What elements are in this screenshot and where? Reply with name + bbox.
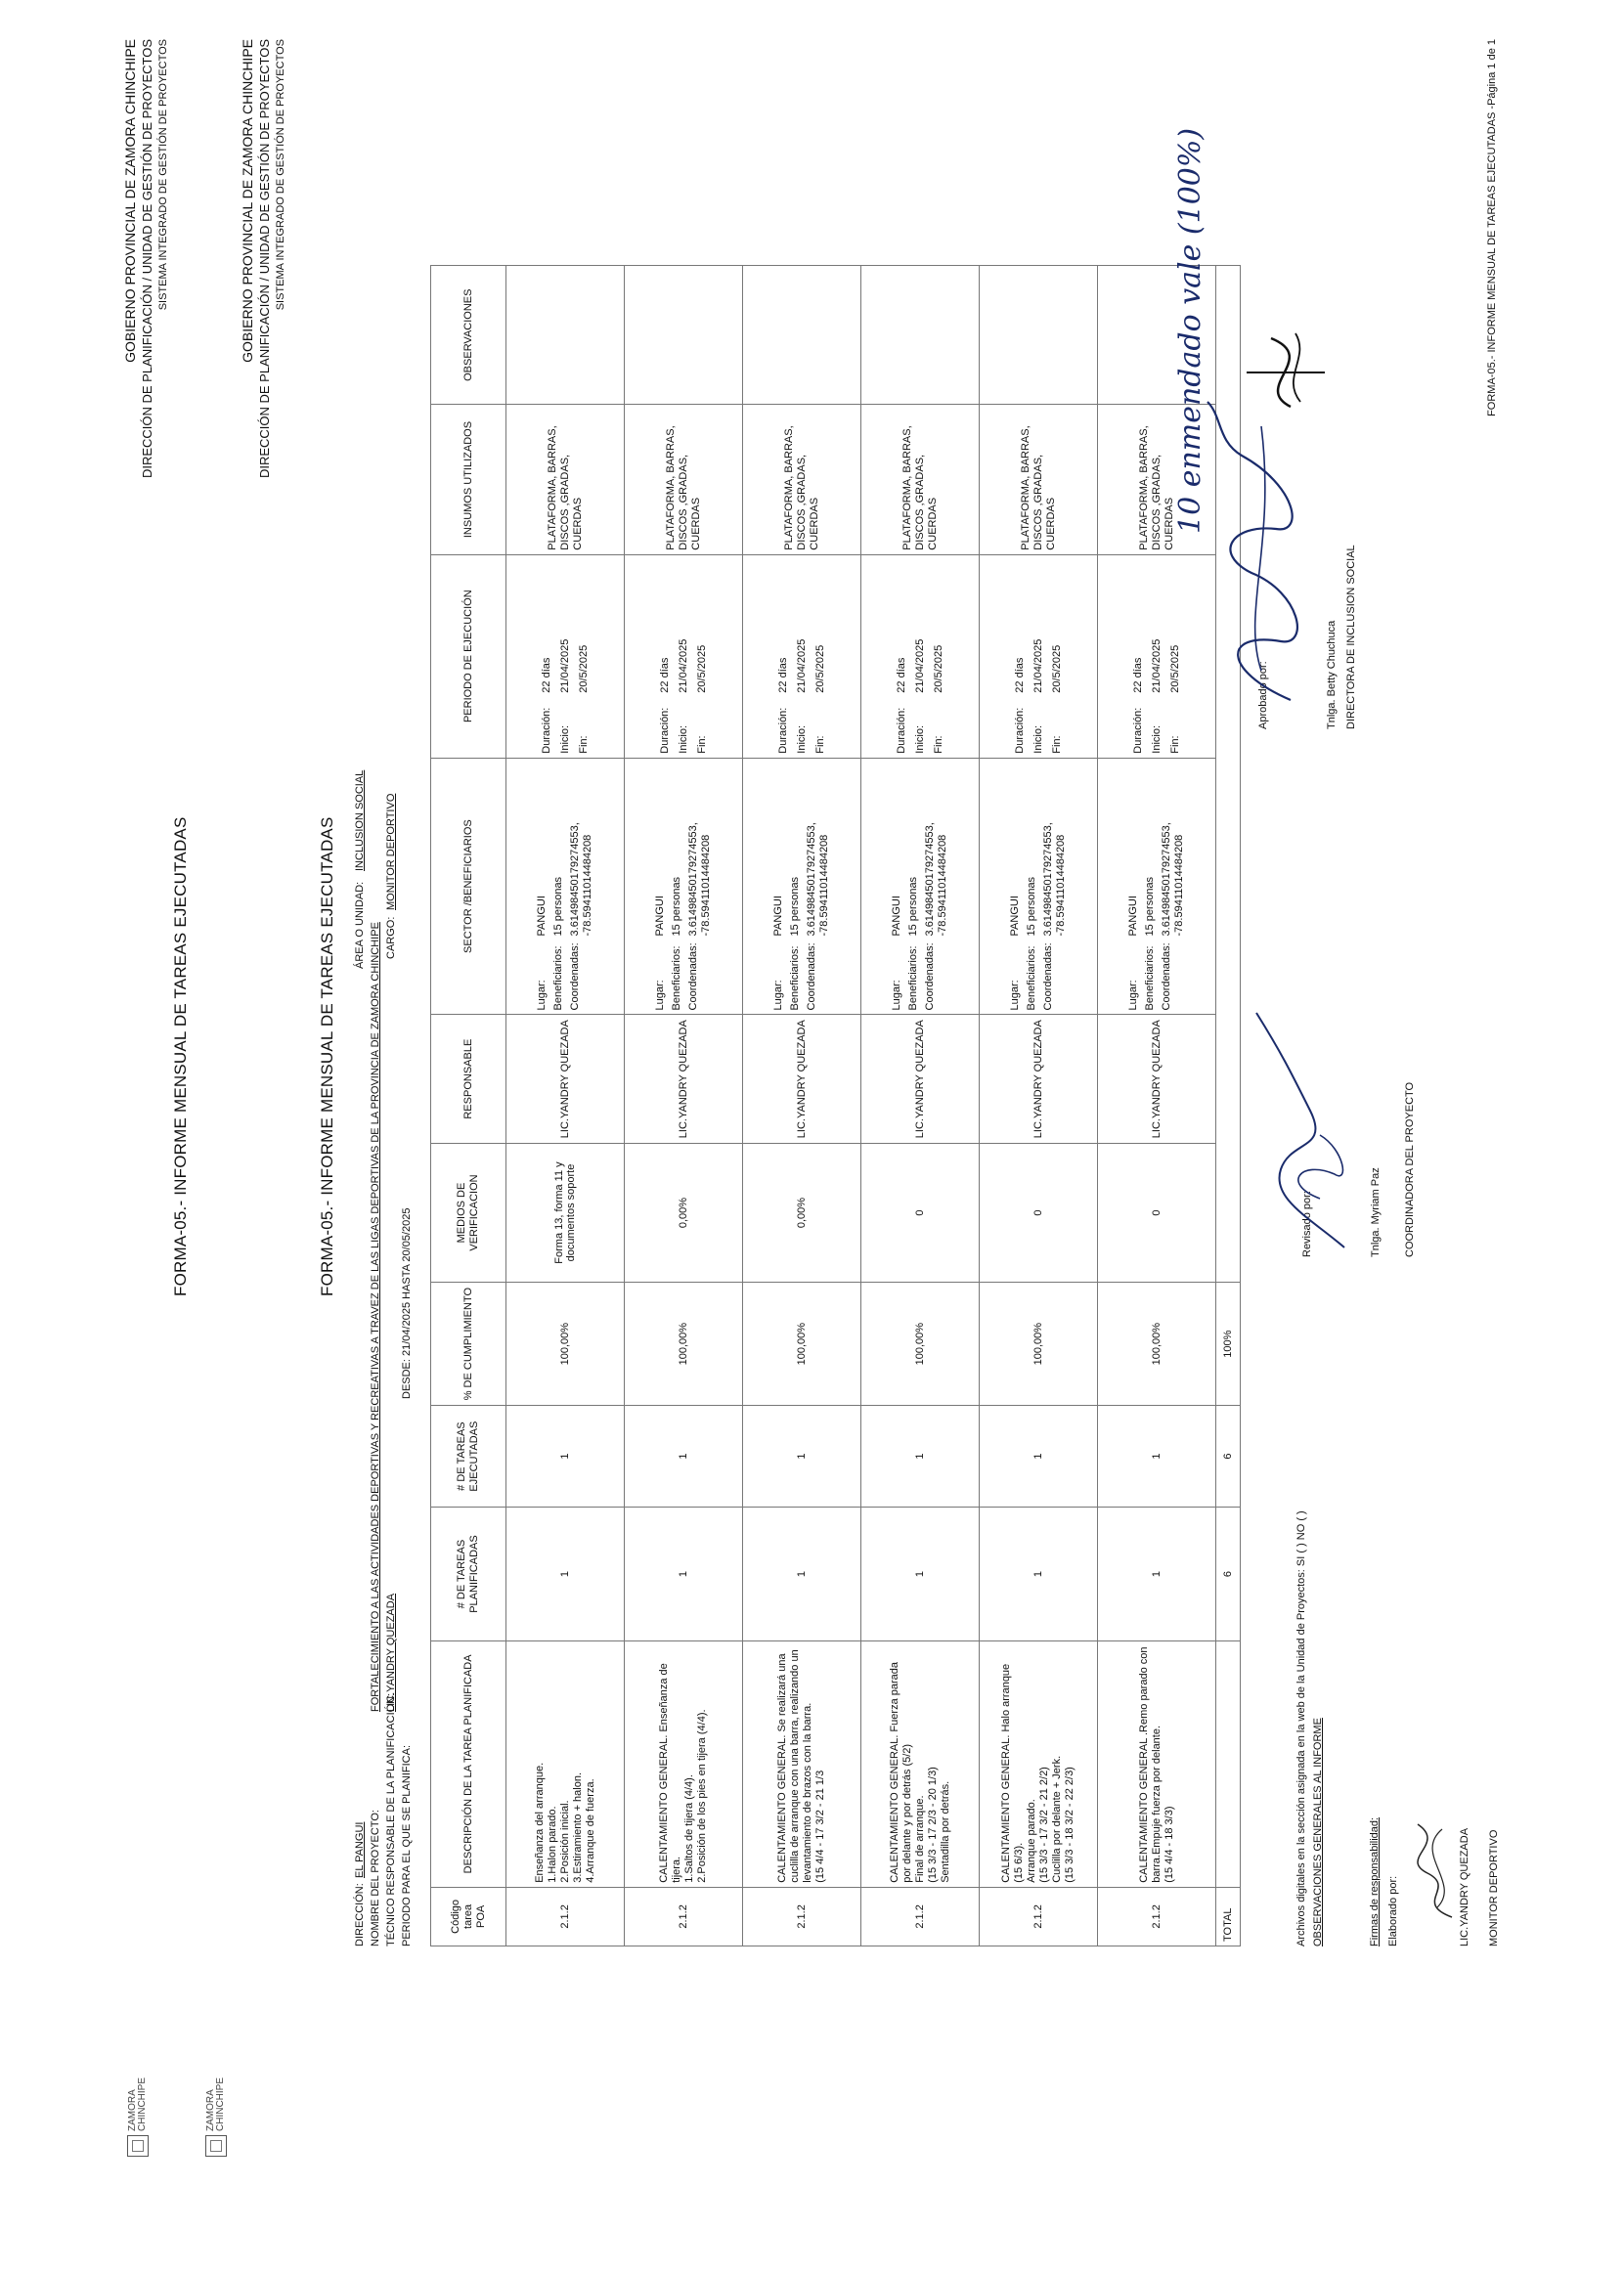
fin-value: 20/5/2025 (577, 644, 590, 693)
task-period (1098, 554, 1216, 758)
revisado-role: COORDINADORA DEL PROYECTO (1404, 1081, 1416, 1257)
task-observations (861, 266, 980, 405)
tasks-planned: 1 (506, 1508, 625, 1641)
inicio-value: 21/04/2025 (1150, 638, 1163, 693)
task-period (625, 554, 743, 758)
logo-line1: ZAMORA (127, 2089, 138, 2131)
inicio-value: 21/04/2025 (1031, 638, 1044, 693)
form-title-top: FORMA-05.- INFORME MENSUAL DE TAREAS EJECUTADAS (171, 816, 190, 1296)
logo-line1: ZAMORA (205, 2089, 216, 2131)
duracion-label: Duración: (1131, 707, 1144, 754)
duracion-value: 22 días (895, 657, 907, 693)
table-row (980, 266, 1098, 1946)
coordenadas-value: 3.61498450179274553, -78.59411014484208 (687, 822, 712, 937)
archivos-note: Archivos digitales en la sección asignada en la web de la Unidad de Proyectos: SI ( ) NO ( ) (1295, 1510, 1307, 1946)
logo-top (127, 2077, 149, 2157)
proyecto-label: NOMBRE DEL PROYECTO: (370, 1810, 381, 1946)
fin-label: Fin: (1168, 735, 1181, 754)
aprobado-role: DIRECTORA DE INCLUSION SOCIAL (1345, 545, 1357, 729)
header-direction: DIRECCIÓN DE PLANIFICACIÓN / UNIDAD DE GESTIÓN DE PROYECTOS (140, 39, 154, 479)
tasks-executed: 1 (743, 1406, 861, 1508)
aprobado-label: Aprobado por: (1257, 661, 1269, 729)
tasks-executed: 1 (506, 1406, 625, 1508)
task-description: CALENTAMIENTO GENERAL. Halo arranque (15 6/3). Arranque parado. (15 3/3 - 17 3/2 - 21 2/2) Cuclilla por delante + Jerk. (15 3/3 - 18 3/2 - 22 2/3) (980, 1640, 1098, 1887)
fin-value: 20/5/2025 (1168, 644, 1181, 693)
task-description: CALENTAMIENTO GENERAL. Fuerza parada por delante y por detrás (5/2) Final de arranque. (15 3/3 - 17 2/3 - 20 1/3) Sentadilla por detrás. (861, 1640, 980, 1887)
periodo-value: DESDE: 21/04/2025 HASTA 20/05/2025 (401, 1207, 413, 1399)
beneficiarios-value: 15 personas (1026, 876, 1037, 937)
fin-label: Fin: (577, 735, 590, 754)
duracion-value: 22 días (658, 657, 671, 693)
task-verification: Forma 13, forma 11 y documentos soporte (506, 1143, 625, 1282)
inicio-value: 21/04/2025 (795, 638, 808, 693)
coordenadas-label: Coordenadas: (1161, 942, 1172, 1011)
duracion-label: Duración: (658, 707, 671, 754)
fin-label: Fin: (813, 735, 826, 754)
inicio-label: Inicio: (558, 724, 571, 754)
total-planned: 6 (1216, 1508, 1241, 1641)
task-code: 2.1.2 (861, 1887, 980, 1946)
task-sector (980, 758, 1098, 1015)
col-descripcion: DESCRIPCIÓN DE LA TAREA PLANIFICADA (431, 1640, 506, 1887)
inicio-value: 21/04/2025 (558, 638, 571, 693)
task-verification: 0,00% (743, 1143, 861, 1282)
col-verificacion: MEDIOS DE VERIFICACION (431, 1143, 506, 1282)
task-percent: 100,00% (861, 1283, 980, 1406)
task-inputs: PLATAFORMA, BARRAS, DISCOS ,GRADAS, CUERDAS (980, 405, 1098, 554)
task-percent: 100,00% (743, 1283, 861, 1406)
col-ejecutadas: # DE TAREAS EJECUTADAS (431, 1406, 506, 1508)
tasks-executed: 1 (980, 1406, 1098, 1508)
lugar-value: PANGUI (536, 896, 548, 937)
coordenadas-label: Coordenadas: (924, 942, 936, 1011)
total-blank (1216, 1640, 1241, 1887)
table-row (743, 266, 861, 1946)
col-codigo: Código tarea POA (431, 1887, 506, 1946)
beneficiarios-value: 15 personas (789, 876, 801, 937)
inicio-label: Inicio: (677, 724, 689, 754)
aprobado-name: Tnlga. Betty Chuchuca (1326, 620, 1338, 729)
task-description: Enseñanza del arranque. 1.Halon parado. 2.Posición inicial. 3.Estiramiento + halon. 4.Arranque de fuerza. (506, 1640, 625, 1887)
table-row (861, 266, 980, 1946)
task-responsible: LIC.YANDRY QUEZADA (861, 1015, 980, 1143)
task-responsible: LIC.YANDRY QUEZADA (1098, 1015, 1216, 1143)
duracion-value: 22 días (1013, 657, 1026, 693)
col-planificadas: # DE TAREAS PLANIFICADAS (431, 1508, 506, 1641)
col-cumplimiento: % DE CUMPLIMIENTO (431, 1283, 506, 1406)
elaborado-role: MONITOR DEPORTIVO (1488, 1829, 1500, 1946)
task-percent: 100,00% (1098, 1283, 1216, 1406)
inicio-label: Inicio: (795, 724, 808, 754)
coordenadas-value: 3.61498450179274553, -78.59411014484208 (569, 822, 593, 937)
task-description: CALENTAMIENTO GENERAL. Enseñanza de tijera. 1.Saltos de tijera (4/4). 2.Posición de los pies en tijera (4/4). (625, 1640, 743, 1887)
table-row (506, 266, 625, 1946)
proyecto-value: FORTALECIMIENTO A LAS ACTIVIDADES DEPORTIVAS Y RECREATIVAS A TRAVEZ DE LAS LIGAS DEPORTIVAS DE LA PROVINCIA DE ZAMORA CHINCHIPE (370, 922, 381, 1712)
lugar-value: PANGUI (1127, 896, 1139, 937)
duracion-label: Duración: (1013, 707, 1026, 754)
beneficiarios-label: Beneficiarios: (789, 945, 801, 1011)
lugar-label: Lugar: (772, 980, 784, 1011)
tasks-executed: 1 (625, 1406, 743, 1508)
col-sector: SECTOR /BENEFICIARIOS (431, 758, 506, 1015)
task-sector (506, 758, 625, 1015)
inicio-value: 21/04/2025 (913, 638, 926, 693)
task-observations (743, 266, 861, 405)
beneficiarios-label: Beneficiarios: (1144, 945, 1156, 1011)
task-inputs: PLATAFORMA, BARRAS, DISCOS ,GRADAS, CUERDAS (1098, 405, 1216, 554)
signature-mark (1242, 328, 1330, 416)
signature-revisado (1251, 1003, 1359, 1257)
tasks-executed: 1 (861, 1406, 980, 1508)
header-org: GOBIERNO PROVINCIAL DE ZAMORA CHINCHIPE (240, 39, 255, 363)
fin-label: Fin: (932, 735, 944, 754)
lugar-label: Lugar: (654, 980, 666, 1011)
tecnico-label: TÉCNICO RESPONSABLE DE LA PLANIFICACIÓN: (385, 1692, 397, 1946)
coordenadas-label: Coordenadas: (1042, 942, 1054, 1011)
coordenadas-value: 3.61498450179274553, -78.59411014484208 (924, 822, 948, 937)
total-percent: 100% (1216, 1283, 1241, 1406)
header-block-top (122, 39, 172, 478)
task-code: 2.1.2 (1098, 1887, 1216, 1946)
cargo-value: MONITOR DEPORTIVO (385, 793, 397, 910)
lugar-value: PANGUI (772, 896, 784, 937)
lugar-label: Lugar: (536, 980, 548, 1011)
task-responsible: LIC.YANDRY QUEZADA (980, 1015, 1098, 1143)
logo-second (205, 2077, 227, 2157)
tasks-executed: 1 (1098, 1406, 1216, 1508)
elaborado-label: Elaborado por: (1387, 1875, 1399, 1946)
observaciones-label: OBSERVACIONES GENERALES AL INFORME (1312, 1718, 1324, 1946)
fin-value: 20/5/2025 (695, 644, 708, 693)
total-executed: 6 (1216, 1406, 1241, 1508)
inicio-label: Inicio: (913, 724, 926, 754)
total-label: TOTAL (1216, 1887, 1241, 1946)
tasks-planned: 1 (861, 1508, 980, 1641)
table-header-row (431, 266, 506, 1946)
revisado-label: Revisado por: (1301, 1191, 1313, 1257)
emblem-icon (205, 2135, 227, 2157)
signature-elaborado (1408, 1815, 1467, 1922)
task-code: 2.1.2 (625, 1887, 743, 1946)
tasks-table (430, 265, 1241, 1946)
lugar-value: PANGUI (654, 896, 666, 937)
header-block-second (240, 39, 289, 478)
task-verification: 0 (861, 1143, 980, 1282)
fin-value: 20/5/2025 (813, 644, 826, 693)
coordenadas-label: Coordenadas: (806, 942, 817, 1011)
task-code: 2.1.2 (506, 1887, 625, 1946)
duracion-value: 22 días (540, 657, 552, 693)
tasks-planned: 1 (743, 1508, 861, 1641)
revisado-name: Tnlga. Myriam Paz (1370, 1167, 1382, 1257)
fin-value: 20/5/2025 (1050, 644, 1063, 693)
header-direction: DIRECCIÓN DE PLANIFICACIÓN / UNIDAD DE GESTIÓN DE PROYECTOS (257, 39, 272, 479)
task-sector (625, 758, 743, 1015)
duracion-label: Duración: (776, 707, 789, 754)
task-sector (743, 758, 861, 1015)
coordenadas-value: 3.61498450179274553, -78.59411014484208 (1161, 822, 1185, 937)
lugar-label: Lugar: (1127, 980, 1139, 1011)
task-inputs: PLATAFORMA, BARRAS, DISCOS ,GRADAS, CUERDAS (506, 405, 625, 554)
page-footer: FORMA-05.- INFORME MENSUAL DE TAREAS EJECUTADAS -Página 1 de 1 (1486, 39, 1498, 416)
logo-line2: CHINCHIPE (137, 2077, 148, 2131)
firmas-label: Firmas de responsabilidad: (1369, 1816, 1381, 1946)
elaborado-name: LIC.YANDRY QUEZADA (1459, 1827, 1470, 1946)
task-verification: 0,00% (625, 1143, 743, 1282)
area-value: INCLUSION SOCIAL (354, 769, 366, 871)
cargo-label: CARGO: (385, 916, 397, 959)
fin-value: 20/5/2025 (932, 644, 944, 693)
task-inputs: PLATAFORMA, BARRAS, DISCOS ,GRADAS, CUERDAS (743, 405, 861, 554)
task-inputs: PLATAFORMA, BARRAS, DISCOS ,GRADAS, CUERDAS (625, 405, 743, 554)
beneficiarios-value: 15 personas (907, 876, 919, 937)
task-verification: 0 (980, 1143, 1098, 1282)
beneficiarios-value: 15 personas (1144, 876, 1156, 937)
task-percent: 100,00% (980, 1283, 1098, 1406)
task-observations (980, 266, 1098, 405)
task-responsible: LIC.YANDRY QUEZADA (743, 1015, 861, 1143)
header-system: SISTEMA INTEGRADO DE GESTIÓN DE PROYECTOS (275, 39, 286, 311)
task-period (506, 554, 625, 758)
task-period (743, 554, 861, 758)
area-label: ÁREA O UNIDAD: (354, 881, 366, 969)
table-row (625, 266, 743, 1946)
task-sector (861, 758, 980, 1015)
lugar-value: PANGUI (1009, 896, 1021, 937)
task-description: CALENTAMIENTO GENERAL .Remo parado con barra.Empuje fuerza por delante. (15 4/4 - 18 3/3) (1098, 1640, 1216, 1887)
task-observations (625, 266, 743, 405)
fin-label: Fin: (695, 735, 708, 754)
coordenadas-label: Coordenadas: (687, 942, 699, 1011)
signature-aprobado (1203, 397, 1320, 710)
beneficiarios-value: 15 personas (552, 876, 564, 937)
beneficiarios-label: Beneficiarios: (907, 945, 919, 1011)
col-observaciones: OBSERVACIONES (431, 266, 506, 405)
tecnico-value: LIC.YANDRY QUEZADA (385, 1593, 397, 1712)
periodo-label: PERIODO PARA EL QUE SE PLANIFICA: (401, 1744, 413, 1946)
emblem-icon (127, 2135, 149, 2157)
duracion-value: 22 días (1131, 657, 1144, 693)
inicio-value: 21/04/2025 (677, 638, 689, 693)
fin-label: Fin: (1050, 735, 1063, 754)
beneficiarios-label: Beneficiarios: (552, 945, 564, 1011)
header-system: SISTEMA INTEGRADO DE GESTIÓN DE PROYECTOS (157, 39, 169, 311)
inicio-label: Inicio: (1150, 724, 1163, 754)
task-code: 2.1.2 (980, 1887, 1098, 1946)
handwritten-note: 10 enmendado vale (100%) (1173, 127, 1207, 534)
duracion-label: Duración: (540, 707, 552, 754)
beneficiarios-label: Beneficiarios: (1026, 945, 1037, 1011)
task-observations (506, 266, 625, 405)
task-description: CALENTAMIENTO GENERAL. Se realizará una cuclilla de arranque con una barra, realizando un levantamiento de brazos con la barra. (15 4/4 - 17 3/2 - 21 1/3 (743, 1640, 861, 1887)
lugar-label: Lugar: (891, 980, 902, 1011)
tasks-planned: 1 (1098, 1508, 1216, 1641)
task-responsible: LIC.YANDRY QUEZADA (625, 1015, 743, 1143)
col-periodo: PERIODO DE EJECUCIÓN (431, 554, 506, 758)
form-title: FORMA-05.- INFORME MENSUAL DE TAREAS EJECUTADAS (318, 816, 336, 1296)
task-percent: 100,00% (506, 1283, 625, 1406)
header-org: GOBIERNO PROVINCIAL DE ZAMORA CHINCHIPE (122, 39, 138, 363)
col-insumos: INSUMOS UTILIZADOS (431, 405, 506, 554)
inicio-label: Inicio: (1031, 724, 1044, 754)
direccion-label: DIRECCIÓN: (354, 1883, 366, 1946)
task-inputs: PLATAFORMA, BARRAS, DISCOS ,GRADAS, CUERDAS (861, 405, 980, 554)
task-sector (1098, 758, 1216, 1015)
task-period (980, 554, 1098, 758)
task-verification: 0 (1098, 1143, 1216, 1282)
task-percent: 100,00% (625, 1283, 743, 1406)
direccion-value: EL PANGUI (354, 1821, 366, 1878)
task-period (861, 554, 980, 758)
duracion-label: Duración: (895, 707, 907, 754)
lugar-value: PANGUI (891, 896, 902, 937)
beneficiarios-label: Beneficiarios: (671, 945, 682, 1011)
logo-line2: CHINCHIPE (215, 2077, 226, 2131)
col-responsable: RESPONSABLE (431, 1015, 506, 1143)
task-responsible: LIC.YANDRY QUEZADA (506, 1015, 625, 1143)
beneficiarios-value: 15 personas (671, 876, 682, 937)
task-code: 2.1.2 (743, 1887, 861, 1946)
tasks-planned: 1 (980, 1508, 1098, 1641)
duracion-value: 22 días (776, 657, 789, 693)
tasks-planned: 1 (625, 1508, 743, 1641)
coordenadas-label: Coordenadas: (569, 942, 581, 1011)
lugar-label: Lugar: (1009, 980, 1021, 1011)
coordenadas-value: 3.61498450179274553, -78.59411014484208 (806, 822, 830, 937)
coordenadas-value: 3.61498450179274553, -78.59411014484208 (1042, 822, 1067, 937)
